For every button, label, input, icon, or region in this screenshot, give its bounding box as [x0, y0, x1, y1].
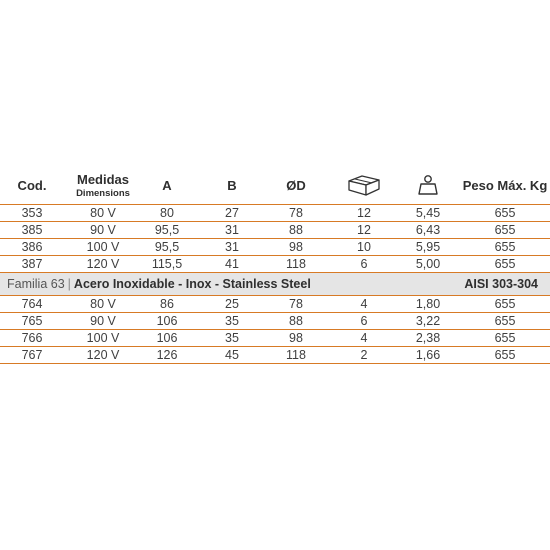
table-row [0, 296, 550, 313]
cell-b: 35 [225, 331, 239, 345]
cell-box: 12 [357, 206, 371, 220]
cell-cod: 765 [21, 314, 43, 328]
group2-rows [0, 296, 550, 364]
table-row [0, 330, 550, 347]
cell-cod: 764 [21, 297, 43, 311]
header-cod: Cod. [17, 177, 47, 193]
cell-a: 106 [156, 331, 178, 345]
cell-od: 98 [289, 331, 303, 345]
family-material: Acero Inoxidable - Inox - Stainless Steel [73, 277, 311, 291]
header-od: ØD [286, 177, 306, 193]
cell-peso: 655 [494, 314, 516, 328]
table-row [0, 222, 550, 239]
cell-weight: 5,00 [415, 257, 441, 271]
cell-medidas: 80 V [90, 206, 116, 220]
cell-medidas: 100 V [86, 240, 120, 254]
cell-weight: 5,45 [415, 206, 441, 220]
cell-b: 35 [225, 314, 239, 328]
cell-weight: 3,22 [415, 314, 441, 328]
header-dimensions: Dimensions [76, 187, 130, 199]
family-band [0, 273, 550, 296]
cell-box: 10 [357, 240, 371, 254]
cell-a: 80 [160, 206, 174, 220]
cell-weight: 6,43 [415, 223, 441, 237]
cell-od: 118 [286, 257, 306, 271]
weight-icon [417, 166, 439, 204]
cell-weight: 1,80 [415, 297, 441, 311]
cell-b: 27 [225, 206, 239, 220]
header-b: B [227, 177, 237, 193]
table-row [0, 239, 550, 256]
cell-cod: 766 [21, 331, 43, 345]
cell-b: 31 [225, 240, 239, 254]
cell-od: 78 [289, 206, 303, 220]
family-info [7, 273, 311, 295]
cell-od: 118 [286, 348, 306, 362]
cell-box: 2 [360, 348, 368, 362]
cell-od: 88 [289, 223, 303, 237]
cell-peso: 655 [494, 348, 516, 362]
cell-peso: 655 [494, 331, 516, 345]
box-icon [346, 166, 382, 204]
header-medidas: Medidas Dimensions [76, 171, 130, 199]
cell-a: 126 [156, 348, 178, 362]
cell-box: 6 [360, 314, 368, 328]
cell-a: 106 [156, 314, 178, 328]
table-row [0, 205, 550, 222]
cell-cod: 767 [21, 348, 43, 362]
cell-box: 4 [360, 331, 368, 345]
cell-peso: 655 [494, 257, 516, 271]
cell-cod: 387 [21, 257, 43, 271]
cell-a: 95,5 [154, 240, 180, 254]
cell-medidas: 90 V [90, 314, 116, 328]
cell-cod: 353 [21, 206, 43, 220]
cell-medidas: 80 V [90, 297, 116, 311]
product-table [0, 166, 550, 364]
table-row [0, 256, 550, 273]
cell-od: 78 [289, 297, 303, 311]
header-peso: Peso Máx. Kg [462, 177, 548, 193]
cell-medidas: 100 V [86, 331, 120, 345]
cell-cod: 386 [21, 240, 43, 254]
family-label: Familia 63 [7, 277, 65, 291]
cell-peso: 655 [494, 297, 516, 311]
cell-peso: 655 [494, 223, 516, 237]
cell-b: 41 [225, 257, 239, 271]
cell-b: 31 [225, 223, 239, 237]
cell-box: 4 [360, 297, 368, 311]
cell-box: 12 [357, 223, 371, 237]
table-row [0, 347, 550, 364]
cell-b: 45 [225, 348, 239, 362]
cell-peso: 655 [494, 240, 516, 254]
cell-box: 6 [360, 257, 368, 271]
cell-a: 86 [160, 297, 174, 311]
table-row [0, 313, 550, 330]
cell-cod: 385 [21, 223, 43, 237]
cell-a: 95,5 [154, 223, 180, 237]
header-a: A [162, 177, 172, 193]
cell-od: 88 [289, 314, 303, 328]
cell-weight: 1,66 [415, 348, 441, 362]
family-separator: | [67, 277, 71, 291]
cell-weight: 5,95 [415, 240, 441, 254]
family-aisi: AISI 303-304 [464, 277, 538, 291]
cell-weight: 2,38 [415, 331, 441, 345]
cell-medidas: 120 V [86, 348, 120, 362]
cell-od: 98 [289, 240, 303, 254]
cell-a: 115,5 [151, 257, 183, 271]
cell-b: 25 [225, 297, 239, 311]
cell-peso: 655 [494, 206, 516, 220]
group1-rows [0, 205, 550, 273]
cell-medidas: 120 V [86, 257, 120, 271]
cell-medidas: 90 V [90, 223, 116, 237]
table-header [0, 166, 550, 205]
